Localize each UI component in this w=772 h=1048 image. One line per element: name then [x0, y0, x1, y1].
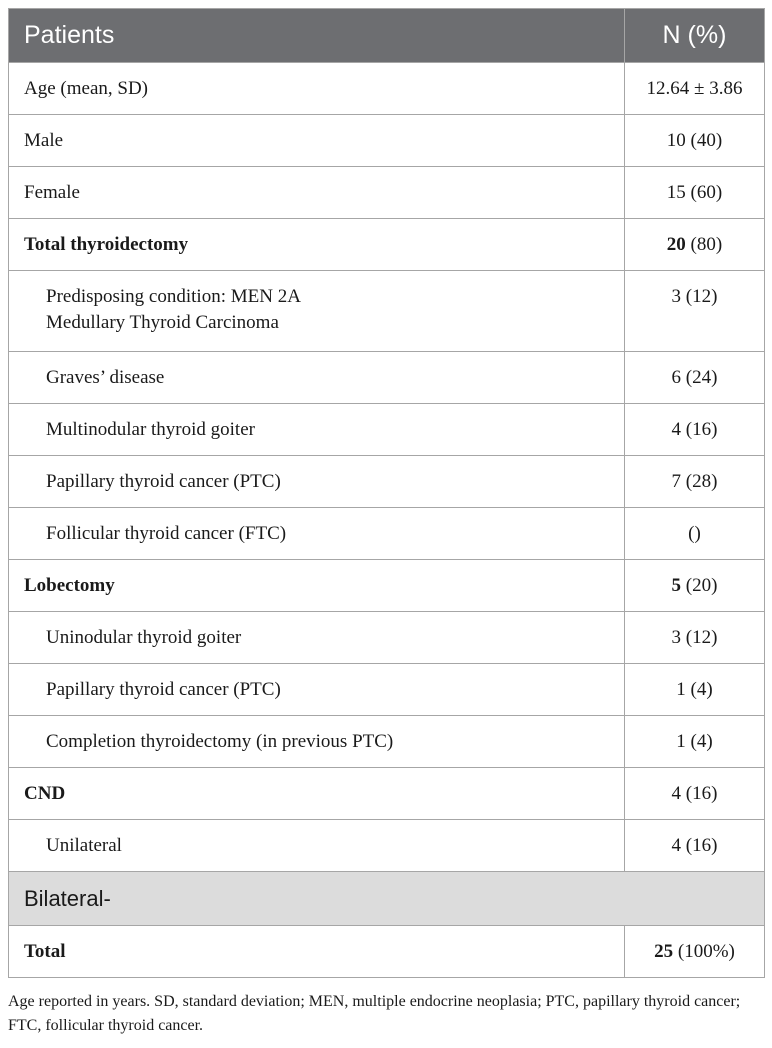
value-percent: (20) [681, 574, 718, 596]
row-value [625, 219, 765, 271]
table-row [9, 456, 765, 508]
row-value: 1 (4) [625, 664, 765, 716]
value-count: 20 [666, 233, 686, 255]
row-value [625, 560, 765, 612]
table-row [9, 664, 765, 716]
table-row-total [9, 926, 765, 978]
row-label: Total thyroidectomy [9, 219, 625, 271]
patients-table [8, 8, 765, 978]
value-count: 5 [671, 574, 682, 596]
row-value: 4 (16) [625, 404, 765, 456]
row-value: 4 (16) [625, 768, 765, 820]
row-value: 6 (24) [625, 352, 765, 404]
table-row [9, 404, 765, 456]
row-label: Unilateral [9, 820, 625, 872]
header-patients: Patients [9, 9, 625, 63]
row-value: 15 (60) [625, 167, 765, 219]
row-value: 4 (16) [625, 820, 765, 872]
row-label: Multinodular thyroid goiter [9, 404, 625, 456]
row-label: Papillary thyroid cancer (PTC) [9, 664, 625, 716]
row-label: Follicular thyroid cancer (FTC) [9, 508, 625, 560]
row-label [9, 271, 625, 352]
row-label: Female [9, 167, 625, 219]
row-label: Total [9, 926, 625, 978]
value-percent: (100%) [673, 940, 735, 962]
row-label-line: Predisposing condition: MEN 2A [46, 286, 301, 307]
table-row [9, 508, 765, 560]
table-row [9, 63, 765, 115]
table-row [9, 820, 765, 872]
table-row [9, 167, 765, 219]
table-row [9, 115, 765, 167]
row-label: Age (mean, SD) [9, 63, 625, 115]
row-label: Graves’ disease [9, 352, 625, 404]
row-label: Lobectomy [9, 560, 625, 612]
table-footnote: Age reported in years. SD, standard deviation; MEN, multiple endocrine neoplasia; PTC, papillary thyroid cancer; FTC, follicular thyroid cancer. [8, 993, 741, 1034]
table-row [9, 219, 765, 271]
row-value: 3 (12) [625, 612, 765, 664]
row-label: Completion thyroidectomy (in previous PTC) [9, 716, 625, 768]
table-row [9, 612, 765, 664]
table-header-row [9, 9, 765, 63]
row-label-line: Medullary Thyroid Carcinoma [46, 312, 279, 333]
header-n-percent: N (%) [625, 9, 765, 63]
row-value [625, 926, 765, 978]
row-label: CND [9, 768, 625, 820]
table-row [9, 768, 765, 820]
row-value: 3 (12) [625, 271, 765, 352]
row-value: 12.64 ± 3.86 [625, 63, 765, 115]
row-value: 7 (28) [625, 456, 765, 508]
row-value: 1 (4) [625, 716, 765, 768]
row-label: Uninodular thyroid goiter [9, 612, 625, 664]
value-count: 25 [654, 940, 674, 962]
table-row [9, 271, 765, 352]
row-value: 10 (40) [625, 115, 765, 167]
patients-table-container [8, 8, 764, 978]
row-label: Male [9, 115, 625, 167]
table-row [9, 716, 765, 768]
row-value: () [625, 508, 765, 560]
row-label: Papillary thyroid cancer (PTC) [9, 456, 625, 508]
table-row-shaded [9, 872, 765, 926]
value-percent: (80) [685, 233, 723, 255]
table-row [9, 352, 765, 404]
table-row [9, 560, 765, 612]
row-label: Bilateral- [9, 872, 765, 926]
